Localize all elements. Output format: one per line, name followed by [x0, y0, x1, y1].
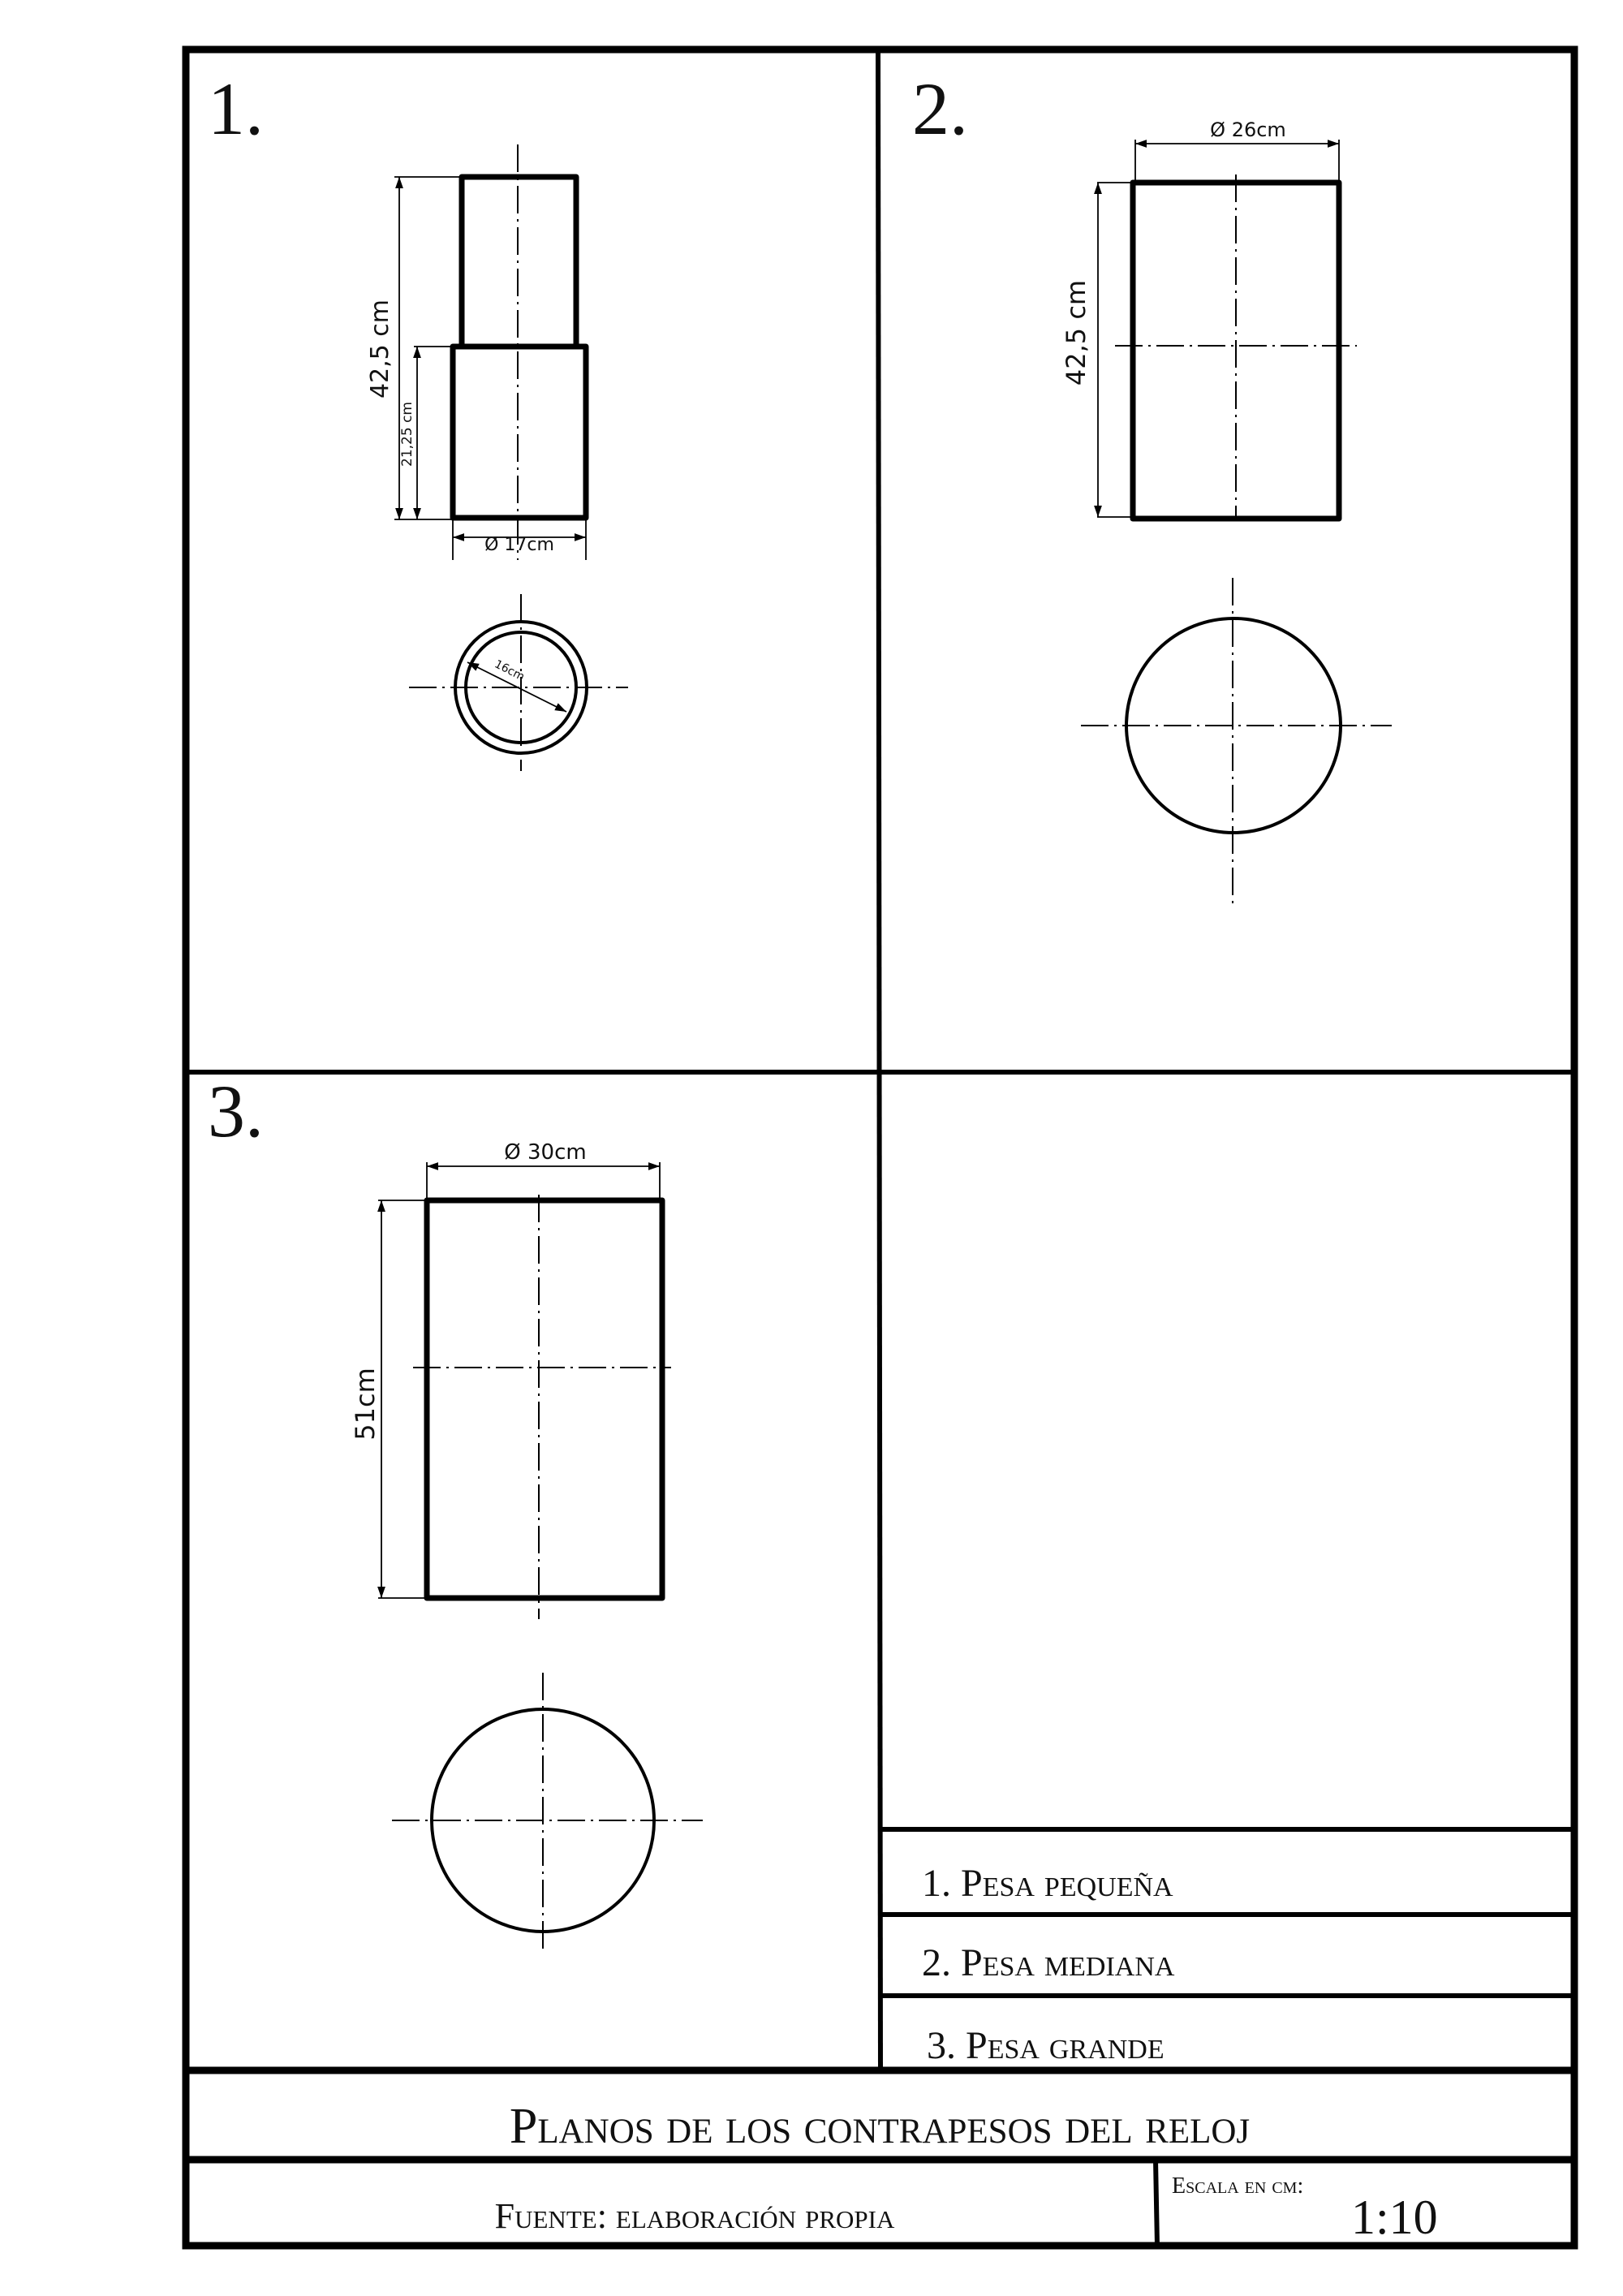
legend-item: 2. Pesa mediana: [922, 1941, 1175, 1984]
diameter-label: Ø 26cm: [1210, 118, 1286, 141]
view-2-medium-weight: [912, 67, 1392, 903]
cylinder-outline: [427, 1200, 662, 1598]
lower-cylinder-outline: [453, 347, 586, 518]
diameter-label: Ø 30cm: [504, 1140, 587, 1165]
legend-item: 3. Pesa grande: [927, 2024, 1165, 2067]
scale-cell-divider: [1156, 2160, 1157, 2246]
view-number: 1.: [208, 67, 264, 150]
height-label: 42,5 cm: [1061, 279, 1091, 386]
view-1-small-weight: [208, 67, 628, 771]
inner-diameter-label: 16cm: [492, 657, 527, 684]
upper-cylinder-outline: [462, 177, 576, 347]
source-label: Fuente: elaboración propia: [494, 2196, 895, 2236]
scale-value: 1:10: [1351, 2190, 1438, 2244]
legend-item: 1. Pesa pequeña: [922, 1862, 1173, 1905]
drawing-title: Planos de los contrapesos del reloj: [509, 2099, 1251, 2154]
vertical-divider: [878, 50, 880, 2070]
parts-legend: [922, 1862, 1175, 2067]
view-number: 2.: [912, 67, 968, 150]
view-number: 3.: [208, 1070, 264, 1152]
height-label: 51cm: [350, 1368, 381, 1441]
scale-label: Escala en cm:: [1172, 2173, 1304, 2199]
lower-height-label: 21,25 cm: [399, 402, 415, 467]
view-3-large-weight: [208, 1070, 703, 1952]
total-height-label: 42,5 cm: [366, 299, 394, 399]
outer-diameter-label: Ø 17cm: [484, 535, 554, 555]
title-block: [495, 2099, 1438, 2244]
